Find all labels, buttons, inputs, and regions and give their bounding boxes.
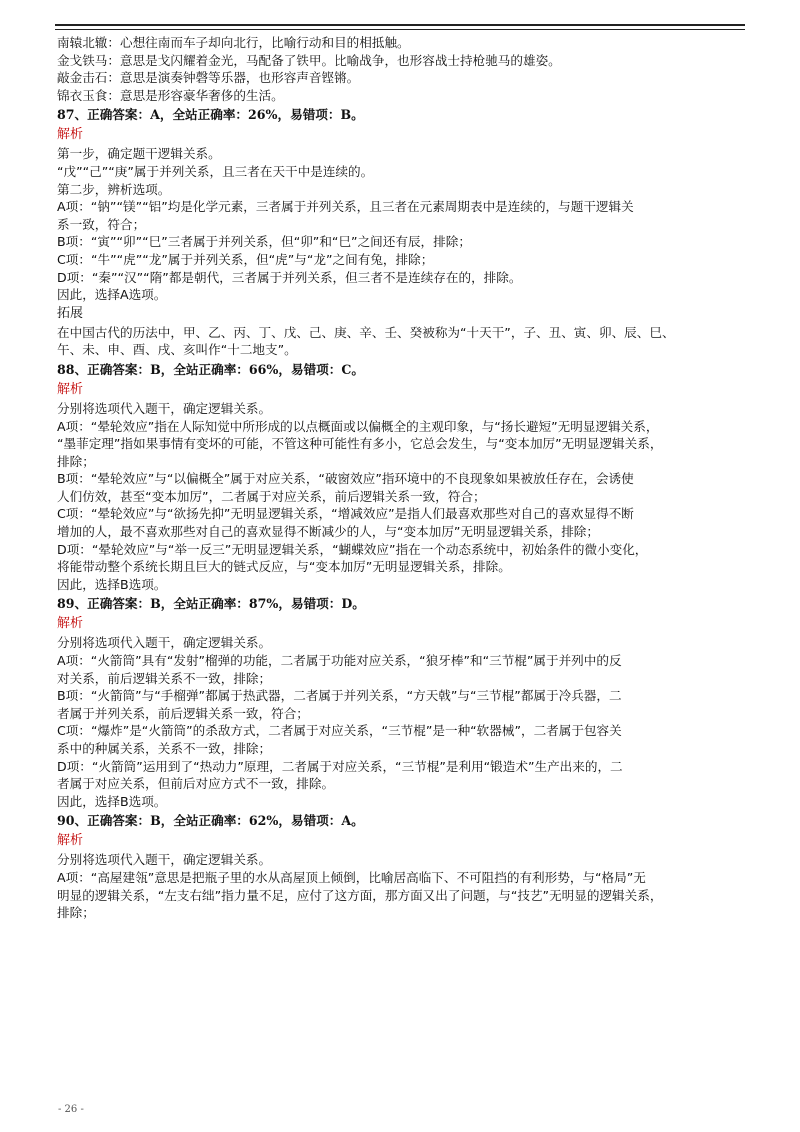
analysis-label: 解析 bbox=[57, 381, 84, 397]
analysis-line: 分别将选项代入题干，确定逻辑关系。 bbox=[57, 635, 272, 651]
analysis-line: “墨菲定理”指如果事情有变坏的可能，不管这种可能性有多小，它总会发生，与“变本加厉”无明显逻辑关系， bbox=[57, 436, 663, 452]
definition-line: 敲金击石：意思是演奏钟磬等乐器，也形容声音铿锵。 bbox=[57, 70, 360, 86]
analysis-label: 解析 bbox=[57, 833, 84, 849]
idiom-definitions bbox=[57, 34, 747, 104]
extension-label: 拓展 bbox=[57, 305, 84, 321]
analysis-line: 将能带动整个系统长期且巨大的链式反应，与“变本加厉”无明显逻辑关系，排除。 bbox=[57, 559, 511, 575]
analysis-line: 排除； bbox=[57, 453, 95, 469]
analysis-line: A项：“晕轮效应”指在人际知觉中所形成的以点概面或以偏概全的主观印象，与“扬长避短”无明显逻辑关系， bbox=[57, 418, 659, 434]
analysis-line: 分别将选项代入题干，确定逻辑关系。 bbox=[57, 400, 272, 416]
analysis-line: B项：“寅”“卯”“巳”三者属于并列关系，但“卯”和“巳”之间还有辰，排除； bbox=[57, 234, 471, 250]
analysis-line: 增加的人，最不喜欢那些对自己的喜欢显得不断减少的人，与“变本加厉”无明显逻辑关系，排除； bbox=[57, 524, 599, 540]
extension-line: 在中国古代的历法中，甲、乙、丙、丁、戊、己、庚、辛、壬、癸被称为“十天干”，子、丑、寅、卯、辰、巳、 bbox=[57, 324, 675, 340]
analysis-line: 第二步，辨析选项。 bbox=[57, 181, 171, 197]
analysis-line: A项：“钠”“镁”“铝”均是化学元素，三者属于并列关系，且三者在元素周期表中是连续的，与题干逻辑关 bbox=[57, 199, 634, 215]
analysis-line: A项：“高屋建瓴”意思是把瓶子里的水从高屋顶上倾倒，比喻居高临下、不可阻挡的有利形势，与“格局”无 bbox=[57, 869, 646, 885]
definition-line: 锦衣玉食：意思是形容豪华奢侈的生活。 bbox=[57, 87, 284, 103]
analysis-line: B项：“火箭筒”与“手榴弹”都属于热武器，二者属于并列关系，“方天戟”与“三节棍”都属于冷兵器，二 bbox=[57, 688, 622, 704]
question-87 bbox=[57, 104, 747, 359]
analysis-line: 因此，选择B选项。 bbox=[57, 793, 167, 809]
analysis-line: 者属于并列关系，前后逻辑关系一致，符合； bbox=[57, 705, 309, 721]
analysis-line: 系一致，符合； bbox=[57, 216, 146, 232]
answer-heading: 88、正确答案：B，全站正确率：66%，易错项：C。 bbox=[57, 361, 364, 377]
extension-line: 午、未、申、酉、戌、亥叫作“十二地支”。 bbox=[57, 342, 297, 358]
page-content bbox=[57, 34, 747, 922]
header-rule-thin bbox=[55, 29, 745, 30]
analysis-line: D项：“秦”“汉”“隋”都是朝代，三者属于并列关系，但三者不是连续存在的，排除。 bbox=[57, 269, 522, 285]
analysis-line: C项：“爆炸”是“火箭筒”的杀敌方式，二者属于对应关系，“三节棍”是一种“软器械”，二者属于包容关 bbox=[57, 723, 622, 739]
analysis-line: 因此，选择A选项。 bbox=[57, 287, 167, 303]
analysis-line: B项：“晕轮效应”与“以偏概全”属于对应关系，“破窗效应”指环境中的不良现象如果被放任存在，会诱使 bbox=[57, 471, 634, 487]
analysis-label: 解析 bbox=[57, 616, 84, 632]
analysis-line: C项：“牛”“虎”“龙”属于并列关系，但“虎”与“龙”之间有兔，排除； bbox=[57, 251, 434, 267]
analysis-line: C项：“晕轮效应”与“欲扬先抑”无明显逻辑关系，“增减效应”是指人们最喜欢那些对自己的喜欢显得不断 bbox=[57, 506, 634, 522]
analysis-line: D项：“火箭筒”运用到了“热动力”原理，二者属于对应关系，“三节棍”是利用“锻造术”生产出来的，二 bbox=[57, 758, 623, 774]
analysis-line: D项：“晕轮效应”与“举一反三”无明显逻辑关系，“蝴蝶效应”指在一个动态系统中，初始条件的微小变化， bbox=[57, 541, 648, 557]
analysis-line: A项：“火箭筒”具有“发射”榴弹的功能，二者属于功能对应关系，“狼牙棒”和“三节棍”属于并列中的反 bbox=[57, 653, 622, 669]
question-88 bbox=[57, 359, 747, 594]
question-90 bbox=[57, 810, 747, 921]
analysis-line: “戊”“己”“庚”属于并列关系，且三者在天干中是连续的。 bbox=[57, 163, 374, 179]
analysis-line: 人们仿效，甚至“变本加厉”，二者属于对应关系，前后逻辑关系一致，符合； bbox=[57, 488, 486, 504]
analysis-line: 系中的种属关系，关系不一致，排除； bbox=[57, 741, 272, 756]
analysis-line: 排除； bbox=[57, 905, 95, 921]
question-89 bbox=[57, 593, 747, 810]
answer-heading: 90、正确答案：B，全站正确率：62%，易错项：A。 bbox=[57, 813, 364, 829]
analysis-line: 对关系，前后逻辑关系不一致，排除； bbox=[57, 670, 272, 686]
answer-heading: 89、正确答案：B，全站正确率：87%，易错项：D。 bbox=[57, 596, 365, 612]
analysis-line: 因此，选择B选项。 bbox=[57, 576, 167, 592]
analysis-line: 第一步，确定题干逻辑关系。 bbox=[57, 146, 221, 162]
header-rule-thick bbox=[55, 24, 745, 26]
analysis-label: 解析 bbox=[57, 127, 84, 143]
definition-line: 金戈铁马：意思是戈闪耀着金光，马配备了铁甲。比喻战争，也形容战士持枪驰马的雄姿。 bbox=[57, 52, 561, 68]
definition-line: 南辕北辙：心想往南而车子却向北行，比喻行动和目的相抵触。 bbox=[57, 35, 410, 50]
page-number: - 26 - bbox=[58, 1104, 84, 1115]
analysis-line: 者属于对应关系，但前后对应方式不一致，排除。 bbox=[57, 776, 335, 792]
analysis-line: 明显的逻辑关系，“左支右绌”指力量不足，应付了这方面，那方面又出了问题，与“技艺”无明显的逻辑关系， bbox=[57, 887, 663, 903]
answer-heading: 87、正确答案：A，全站正确率：26%，易错项：B。 bbox=[57, 107, 364, 123]
analysis-line: 分别将选项代入题干，确定逻辑关系。 bbox=[57, 852, 272, 868]
